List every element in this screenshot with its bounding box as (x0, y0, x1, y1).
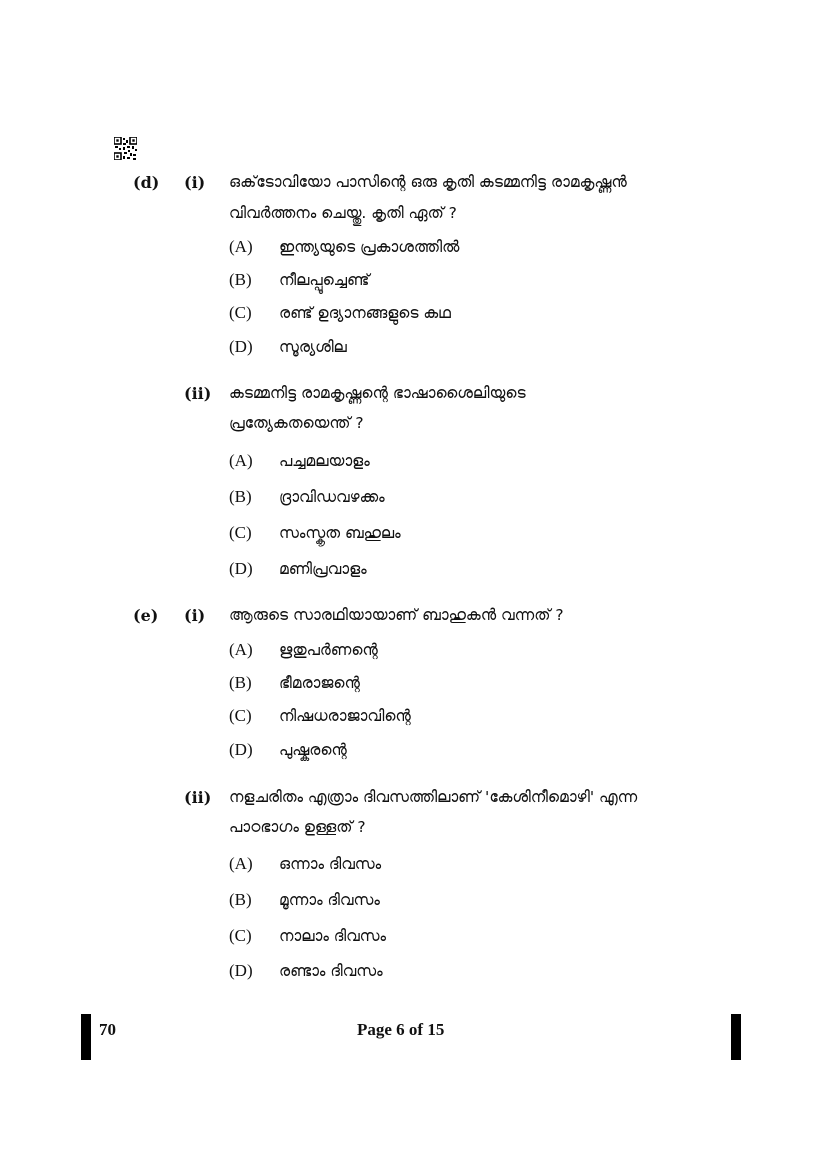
option-label: (A) (229, 854, 253, 873)
option-text: സൂര്യശില (279, 338, 347, 356)
part-label: (i) (184, 173, 206, 192)
option-label: (C) (229, 706, 252, 725)
option-text: മണിപ്രവാളം (279, 560, 367, 578)
option-text: സംസ്കൃത ബഹുലം (279, 524, 401, 542)
option-text: നീലപ്പൂച്ചെണ്ട് (279, 271, 370, 289)
option-label: (A) (229, 640, 253, 659)
option-label: (A) (229, 451, 253, 470)
question-text-line: ആരുടെ സാരഥിയായാണ് ബാഹുകൻ വന്നത് ? (229, 606, 564, 624)
option-label: (C) (229, 303, 252, 322)
option-label: (D) (229, 961, 253, 980)
question-text-line: പ്രത്യേകതയെന്ത് ? (229, 414, 364, 432)
question-label: (e) (133, 606, 159, 625)
option-text: ഇന്ത്യയുടെ പ്രകാശത്തിൽ (279, 238, 460, 256)
option-text: നിഷധരാജാവിന്റെ (279, 707, 411, 725)
option-text: രണ്ട് ഉദ്യാനങ്ങളുടെ കഥ (279, 304, 451, 322)
question-text-line: വിവർത്തനം ചെയ്തു. കൃതി ഏത് ? (229, 204, 457, 222)
option-label: (B) (229, 270, 252, 289)
option-text: രണ്ടാം ദിവസം (279, 962, 383, 980)
option-text: ഭീമരാജന്റെ (279, 674, 360, 692)
option-text: പുഷ്കരന്റെ (279, 741, 347, 759)
part-label: (ii) (184, 788, 212, 807)
footer-code: 70 (99, 1020, 116, 1039)
option-text: പച്ചമലയാളം (279, 452, 370, 470)
option-label: (B) (229, 487, 252, 506)
option-label: (D) (229, 337, 253, 356)
option-label: (B) (229, 890, 252, 909)
option-label: (C) (229, 926, 252, 945)
option-text: നാലാം ദിവസം (279, 927, 387, 945)
option-text: ദ്രാവിഡവഴക്കം (279, 488, 385, 506)
question-label: (d) (133, 173, 160, 192)
option-label: (D) (229, 740, 253, 759)
qr-code-icon (114, 137, 137, 160)
option-label: (B) (229, 673, 252, 692)
option-text: ഒന്നാം ദിവസം (279, 855, 382, 873)
option-label: (A) (229, 237, 253, 256)
question-text-line: കടമ്മനിട്ട രാമകൃഷ്ണന്റെ ഭാഷാശൈലിയുടെ (229, 384, 526, 402)
option-text: മൂന്നാം ദിവസം (279, 891, 380, 909)
option-label: (C) (229, 523, 252, 542)
footer-left-bar (81, 1014, 91, 1060)
part-label: (i) (184, 606, 206, 625)
question-text-line: പാഠഭാഗം ഉള്ളത് ? (229, 818, 366, 836)
question-text-line: ഒക്‌ടോവിയോ പാസിന്റെ ഒരു കൃതി കടമ്മനിട്ട രാമകൃഷ്ണൻ (229, 173, 627, 191)
option-label: (D) (229, 559, 253, 578)
footer-right-bar (731, 1014, 741, 1060)
page-number: Page 6 of 15 (357, 1020, 445, 1039)
question-text-line: നളചരിതം എത്രാം ദിവസത്തിലാണ് 'കേശിനീമൊഴി' എന്ന (229, 788, 638, 806)
option-text: ഋതുപർണന്റെ (279, 641, 378, 659)
part-label: (ii) (184, 384, 212, 403)
